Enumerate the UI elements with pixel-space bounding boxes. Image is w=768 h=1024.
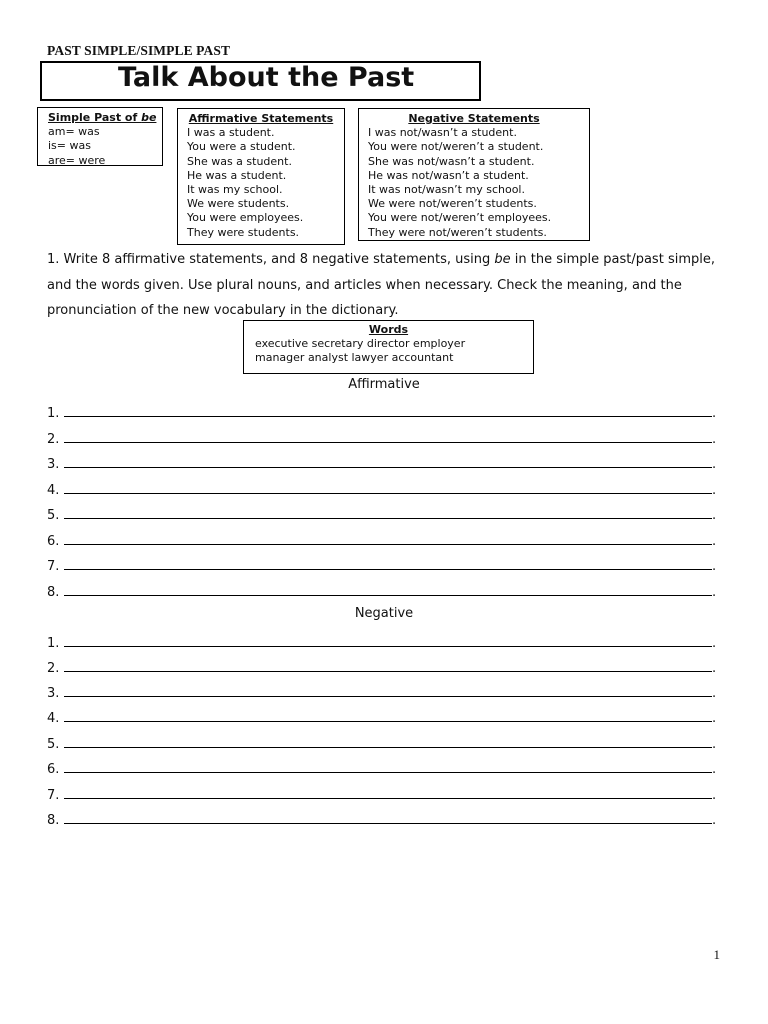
- row-end-mark: .: [712, 457, 717, 472]
- answer-blank[interactable]: [64, 759, 712, 773]
- negative-example: She was not/wasn’t a student.: [368, 154, 535, 168]
- page-number: 1: [713, 947, 720, 962]
- negative-answer-row[interactable]: [47, 734, 716, 752]
- affirmative-answer-row[interactable]: [47, 505, 716, 523]
- negative-answer-row[interactable]: [47, 759, 716, 777]
- row-number: 3.: [47, 457, 60, 472]
- negative-section-title: Negative: [354, 606, 414, 621]
- answer-blank[interactable]: [64, 403, 712, 417]
- answer-blank[interactable]: [64, 658, 712, 672]
- negative-answer-row[interactable]: [47, 810, 716, 828]
- row-number: 2.: [47, 661, 60, 676]
- words-line: executive secretary director employer: [255, 337, 466, 351]
- row-number: 5.: [47, 737, 60, 752]
- row-number: 7.: [47, 788, 60, 803]
- affirmative-answer-row[interactable]: [47, 429, 716, 447]
- negative-answer-row[interactable]: [47, 683, 716, 701]
- affirmative-answer-row[interactable]: [47, 531, 716, 549]
- answer-blank[interactable]: [64, 785, 712, 799]
- answer-blank[interactable]: [64, 454, 712, 468]
- affirmative-example: She was a student.: [187, 154, 292, 168]
- row-number: 3.: [47, 686, 60, 701]
- row-number: 4.: [47, 483, 60, 498]
- row-end-mark: .: [712, 406, 717, 421]
- negative-example: He was not/wasn’t a student.: [368, 168, 529, 182]
- row-end-mark: .: [712, 762, 717, 777]
- words-heading: Words: [368, 323, 409, 336]
- row-number: 4.: [47, 711, 60, 726]
- answer-blank[interactable]: [64, 708, 712, 722]
- negative-answer-row[interactable]: [47, 658, 716, 676]
- negative-example: I was not/wasn’t a student.: [368, 126, 517, 140]
- affirmative-answer-row[interactable]: [47, 556, 716, 574]
- worksheet-header: PAST SIMPLE/SIMPLE PAST: [47, 43, 231, 58]
- affirmative-answer-row[interactable]: [47, 454, 716, 472]
- negative-example: They were not/weren’t students.: [368, 225, 547, 239]
- row-end-mark: .: [712, 508, 717, 523]
- instructions-part2: in the simple past/past simple, and the words given. Use plural nouns, and articles when necessary. Check the meaning, and the pronunciation of the new vocabulary in the dictionary.: [47, 252, 715, 318]
- negative-example: You were not/weren’t employees.: [368, 211, 552, 225]
- affirmative-answer-row[interactable]: [47, 403, 716, 421]
- row-number: 8.: [47, 813, 60, 828]
- row-end-mark: .: [712, 636, 717, 651]
- affirmative-example: They were students.: [187, 225, 300, 239]
- row-number: 5.: [47, 508, 60, 523]
- row-end-mark: .: [712, 686, 717, 701]
- row-number: 1.: [47, 406, 60, 421]
- row-end-mark: .: [712, 483, 717, 498]
- negative-answer-row[interactable]: [47, 633, 716, 651]
- row-end-mark: .: [712, 813, 717, 828]
- row-end-mark: .: [712, 788, 717, 803]
- be-form-line: is= was: [48, 139, 91, 153]
- row-end-mark: .: [712, 559, 717, 574]
- page-title: Talk About the Past: [118, 62, 415, 93]
- affirmative-example: He was a student.: [187, 168, 287, 182]
- answer-blank[interactable]: [64, 429, 712, 443]
- be-forms-heading-text: Simple Past of: [48, 111, 142, 124]
- affirmative-statements-box: [177, 108, 345, 245]
- row-end-mark: .: [712, 661, 717, 676]
- answer-blank[interactable]: [64, 531, 712, 545]
- affirmative-answer-row[interactable]: [47, 582, 716, 600]
- row-end-mark: .: [712, 585, 717, 600]
- row-number: 2.: [47, 432, 60, 447]
- affirmative-example: We were students.: [187, 197, 290, 211]
- negative-answer-row[interactable]: [47, 785, 716, 803]
- answer-blank[interactable]: [64, 683, 712, 697]
- row-end-mark: .: [712, 432, 717, 447]
- affirmative-section-title: Affirmative: [348, 377, 420, 392]
- negative-answer-row[interactable]: [47, 708, 716, 726]
- be-forms-box: [37, 107, 163, 166]
- affirmative-example: I was a student.: [187, 126, 275, 140]
- answer-blank[interactable]: [64, 556, 712, 570]
- words-box: [243, 320, 534, 374]
- title-box: [40, 61, 481, 101]
- be-forms-heading: [48, 111, 162, 125]
- affirmative-answer-row[interactable]: [47, 480, 716, 498]
- be-forms-heading-word: be: [141, 111, 157, 124]
- words-line: manager analyst lawyer accountant: [255, 351, 454, 365]
- affirmative-example: You were employees.: [187, 211, 304, 225]
- row-number: 1.: [47, 636, 60, 651]
- row-end-mark: .: [712, 737, 717, 752]
- exercise-instructions: [47, 247, 737, 324]
- row-end-mark: .: [712, 534, 717, 549]
- row-number: 6.: [47, 762, 60, 777]
- answer-blank[interactable]: [64, 505, 712, 519]
- affirmative-statements-heading: Affirmative Statements: [188, 112, 334, 125]
- answer-blank[interactable]: [64, 480, 712, 494]
- answer-blank[interactable]: [64, 810, 712, 824]
- be-form-line: am= was: [48, 125, 100, 139]
- negative-statements-box: [358, 108, 590, 241]
- answer-blank[interactable]: [64, 582, 712, 596]
- negative-example: It was not/wasn’t my school.: [368, 183, 525, 197]
- answer-blank[interactable]: [64, 633, 712, 647]
- be-form-line: are= were: [48, 153, 106, 167]
- affirmative-example: It was my school.: [187, 183, 283, 197]
- row-end-mark: .: [712, 711, 717, 726]
- row-number: 8.: [47, 585, 60, 600]
- row-number: 7.: [47, 559, 60, 574]
- negative-statements-heading: Negative Statements: [408, 112, 540, 125]
- negative-example: You were not/weren’t a student.: [368, 140, 544, 154]
- row-number: 6.: [47, 534, 60, 549]
- instructions-italic-word: be: [494, 252, 511, 267]
- answer-blank[interactable]: [64, 734, 712, 748]
- instructions-part1: 1. Write 8 affirmative statements, and 8 negative statements, using: [47, 252, 495, 267]
- negative-example: We were not/weren’t students.: [368, 197, 537, 211]
- affirmative-example: You were a student.: [187, 140, 296, 154]
